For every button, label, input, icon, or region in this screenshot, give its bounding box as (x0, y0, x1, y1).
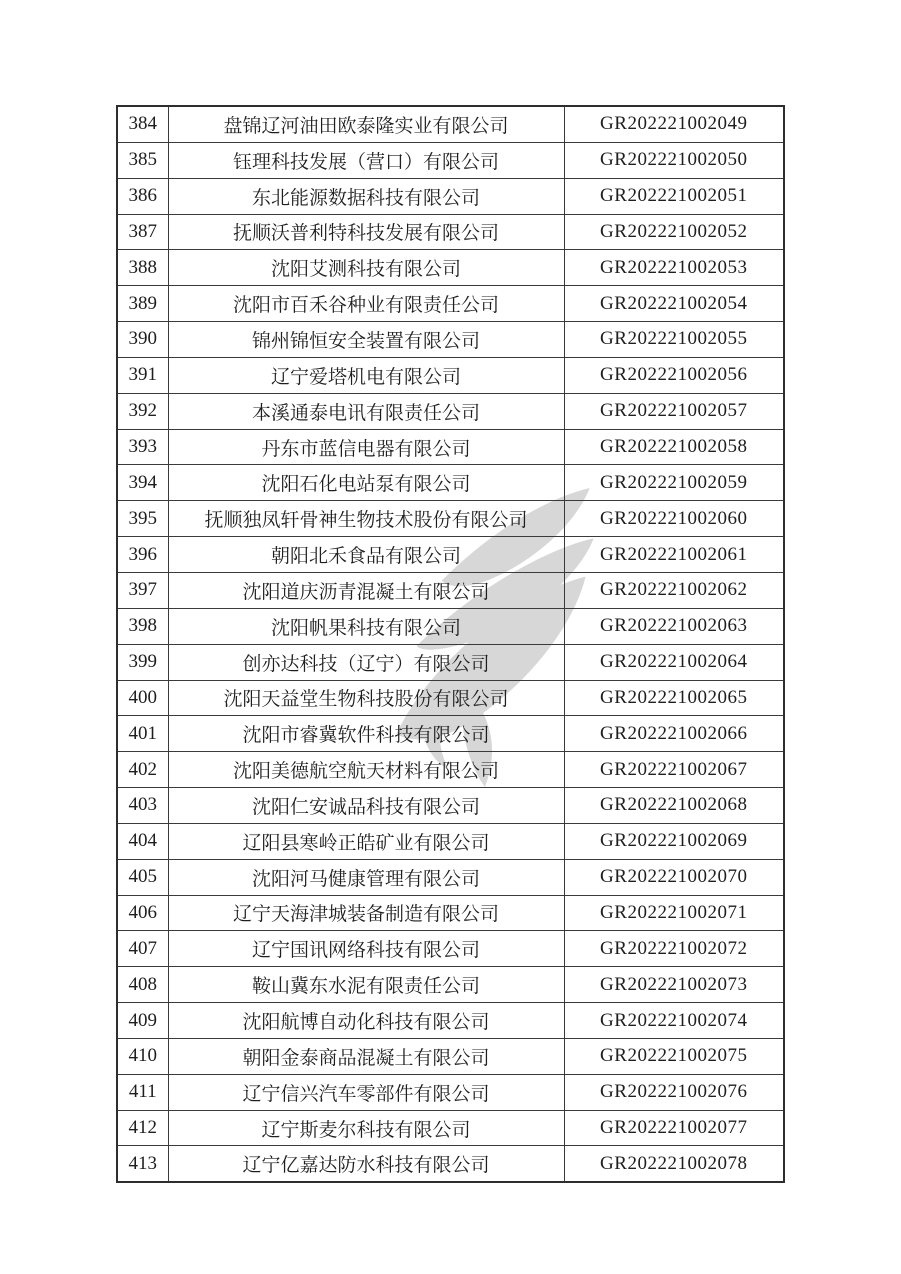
company-name-cell: 抚顺沃普利特科技发展有限公司 (168, 214, 564, 250)
company-name-cell: 抚顺独凤轩骨神生物技术股份有限公司 (168, 501, 564, 537)
row-number-cell: 396 (117, 537, 168, 573)
table-row (117, 142, 784, 178)
certificate-code-cell: GR202221002068 (564, 788, 784, 824)
company-name-cell: 沈阳市百禾谷种业有限责任公司 (168, 286, 564, 322)
table-row (117, 393, 784, 429)
row-number-cell: 398 (117, 608, 168, 644)
table-row (117, 465, 784, 501)
company-name-cell: 辽阳县寒岭正皓矿业有限公司 (168, 823, 564, 859)
company-name-cell: 盘锦辽河油田欧泰隆实业有限公司 (168, 106, 564, 142)
table-row (117, 286, 784, 322)
row-number-cell: 405 (117, 859, 168, 895)
certificate-code-cell: GR202221002059 (564, 465, 784, 501)
table-row (117, 931, 784, 967)
row-number-cell: 407 (117, 931, 168, 967)
table-row (117, 214, 784, 250)
certificate-code-cell: GR202221002058 (564, 429, 784, 465)
certificate-code-cell: GR202221002071 (564, 895, 784, 931)
company-name-cell: 辽宁国讯网络科技有限公司 (168, 931, 564, 967)
row-number-cell: 401 (117, 716, 168, 752)
company-name-cell: 辽宁爱塔机电有限公司 (168, 357, 564, 393)
table-row (117, 106, 784, 142)
certificate-code-cell: GR202221002066 (564, 716, 784, 752)
company-name-cell: 沈阳美德航空航天材料有限公司 (168, 752, 564, 788)
certificate-code-cell: GR202221002051 (564, 178, 784, 214)
certificate-code-cell: GR202221002069 (564, 823, 784, 859)
row-number-cell: 403 (117, 788, 168, 824)
certificate-code-cell: GR202221002060 (564, 501, 784, 537)
row-number-cell: 386 (117, 178, 168, 214)
certificate-code-cell: GR202221002056 (564, 357, 784, 393)
row-number-cell: 411 (117, 1074, 168, 1110)
company-name-cell: 本溪通泰电讯有限责任公司 (168, 393, 564, 429)
company-name-cell: 鞍山冀东水泥有限责任公司 (168, 967, 564, 1003)
row-number-cell: 397 (117, 572, 168, 608)
company-name-cell: 辽宁斯麦尔科技有限公司 (168, 1110, 564, 1146)
table-row (117, 967, 784, 1003)
company-name-cell: 朝阳金泰商品混凝土有限公司 (168, 1038, 564, 1074)
row-number-cell: 404 (117, 823, 168, 859)
table-row (117, 1110, 784, 1146)
certificate-code-cell: GR202221002049 (564, 106, 784, 142)
certificate-code-cell: GR202221002076 (564, 1074, 784, 1110)
certificate-code-cell: GR202221002055 (564, 322, 784, 358)
table-row (117, 752, 784, 788)
row-number-cell: 390 (117, 322, 168, 358)
company-name-cell: 辽宁信兴汽车零部件有限公司 (168, 1074, 564, 1110)
certificate-code-cell: GR202221002075 (564, 1038, 784, 1074)
certificate-code-cell: GR202221002074 (564, 1003, 784, 1039)
row-number-cell: 385 (117, 142, 168, 178)
table-row (117, 357, 784, 393)
table-row (117, 1146, 784, 1182)
row-number-cell: 395 (117, 501, 168, 537)
table-row (117, 680, 784, 716)
certificate-code-cell: GR202221002073 (564, 967, 784, 1003)
row-number-cell: 394 (117, 465, 168, 501)
company-name-cell: 沈阳道庆沥青混凝土有限公司 (168, 572, 564, 608)
row-number-cell: 399 (117, 644, 168, 680)
row-number-cell: 413 (117, 1146, 168, 1182)
table-row (117, 895, 784, 931)
certificate-code-cell: GR202221002050 (564, 142, 784, 178)
certificate-code-cell: GR202221002053 (564, 250, 784, 286)
row-number-cell: 410 (117, 1038, 168, 1074)
certificate-code-cell: GR202221002065 (564, 680, 784, 716)
table-row (117, 572, 784, 608)
company-name-cell: 辽宁天海津城装备制造有限公司 (168, 895, 564, 931)
row-number-cell: 408 (117, 967, 168, 1003)
row-number-cell: 409 (117, 1003, 168, 1039)
certificate-code-cell: GR202221002067 (564, 752, 784, 788)
table-row (117, 608, 784, 644)
table-row (117, 644, 784, 680)
company-name-cell: 沈阳石化电站泵有限公司 (168, 465, 564, 501)
row-number-cell: 402 (117, 752, 168, 788)
table-row (117, 859, 784, 895)
company-name-cell: 沈阳帆果科技有限公司 (168, 608, 564, 644)
company-name-cell: 沈阳天益堂生物科技股份有限公司 (168, 680, 564, 716)
row-number-cell: 392 (117, 393, 168, 429)
certificate-code-cell: GR202221002070 (564, 859, 784, 895)
table-row (117, 501, 784, 537)
row-number-cell: 384 (117, 106, 168, 142)
certificate-code-cell: GR202221002077 (564, 1110, 784, 1146)
company-name-cell: 沈阳市睿冀软件科技有限公司 (168, 716, 564, 752)
table-row (117, 178, 784, 214)
table-row (117, 788, 784, 824)
company-registry-table (116, 105, 785, 1183)
row-number-cell: 406 (117, 895, 168, 931)
registry-table-body (117, 106, 784, 1182)
company-name-cell: 沈阳河马健康管理有限公司 (168, 859, 564, 895)
certificate-code-cell: GR202221002063 (564, 608, 784, 644)
row-number-cell: 393 (117, 429, 168, 465)
table-row (117, 537, 784, 573)
certificate-code-cell: GR202221002057 (564, 393, 784, 429)
row-number-cell: 391 (117, 357, 168, 393)
table-row (117, 250, 784, 286)
row-number-cell: 412 (117, 1110, 168, 1146)
company-name-cell: 沈阳航博自动化科技有限公司 (168, 1003, 564, 1039)
certificate-code-cell: GR202221002061 (564, 537, 784, 573)
certificate-code-cell: GR202221002062 (564, 572, 784, 608)
company-name-cell: 沈阳仁安诚品科技有限公司 (168, 788, 564, 824)
table-row (117, 823, 784, 859)
company-name-cell: 辽宁亿嘉达防水科技有限公司 (168, 1146, 564, 1182)
row-number-cell: 389 (117, 286, 168, 322)
company-name-cell: 钰理科技发展（营口）有限公司 (168, 142, 564, 178)
table-row (117, 1074, 784, 1110)
table-row (117, 322, 784, 358)
company-name-cell: 丹东市蓝信电器有限公司 (168, 429, 564, 465)
row-number-cell: 400 (117, 680, 168, 716)
certificate-code-cell: GR202221002078 (564, 1146, 784, 1182)
company-name-cell: 沈阳艾测科技有限公司 (168, 250, 564, 286)
row-number-cell: 387 (117, 214, 168, 250)
certificate-code-cell: GR202221002072 (564, 931, 784, 967)
company-name-cell: 朝阳北禾食品有限公司 (168, 537, 564, 573)
company-name-cell: 锦州锦恒安全装置有限公司 (168, 322, 564, 358)
table-row (117, 429, 784, 465)
table-row (117, 1038, 784, 1074)
table-row (117, 1003, 784, 1039)
certificate-code-cell: GR202221002052 (564, 214, 784, 250)
row-number-cell: 388 (117, 250, 168, 286)
table-row (117, 716, 784, 752)
certificate-code-cell: GR202221002054 (564, 286, 784, 322)
company-name-cell: 创亦达科技（辽宁）有限公司 (168, 644, 564, 680)
certificate-code-cell: GR202221002064 (564, 644, 784, 680)
company-name-cell: 东北能源数据科技有限公司 (168, 178, 564, 214)
